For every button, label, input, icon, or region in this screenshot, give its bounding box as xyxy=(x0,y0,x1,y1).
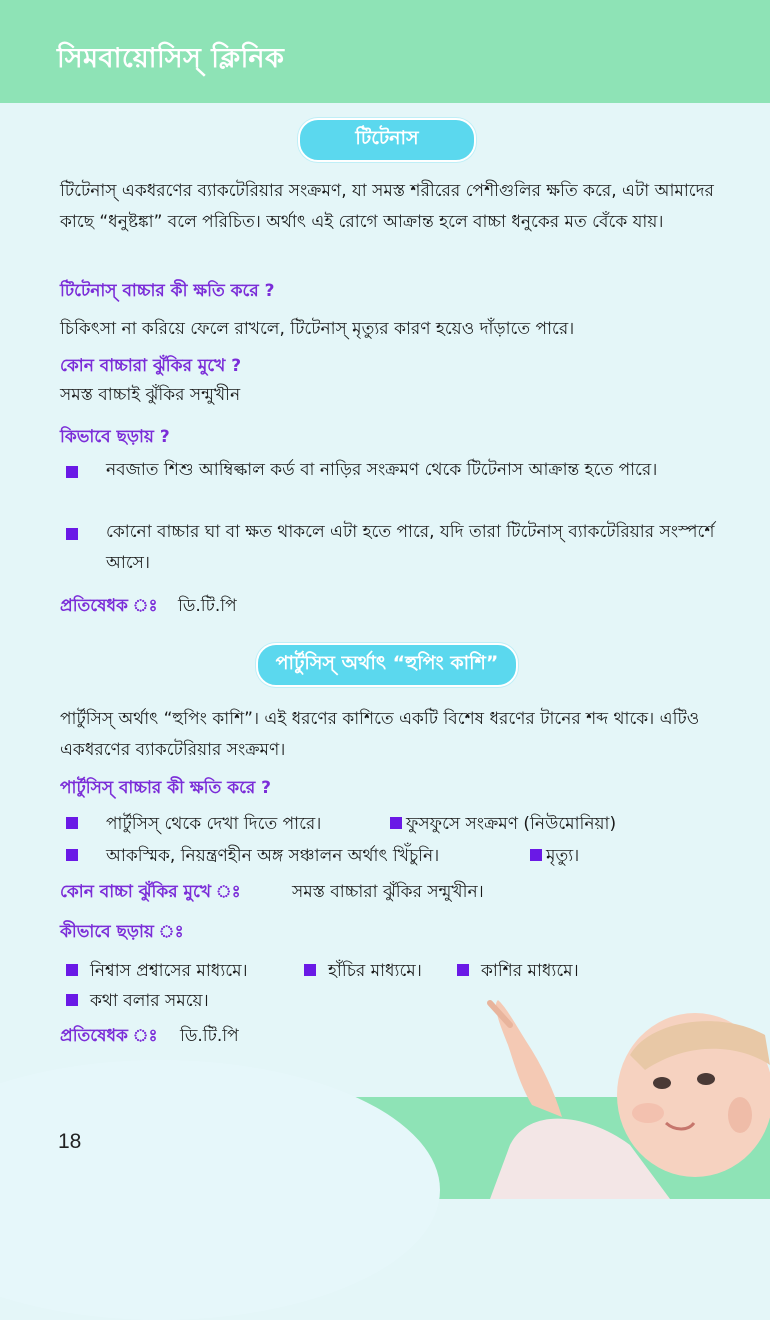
tetanus-vaccine-value: ডি.টি.পি xyxy=(178,596,237,616)
tetanus-risk-heading: কোন বাচ্চারা ঝুঁকির মুখে ? xyxy=(60,356,242,376)
bullet-square-icon xyxy=(530,849,542,861)
tetanus-spread-item-1: নবজাত শিশু আম্বিল্কাল কর্ড বা নাড়ির সংক্রমণ থেকে টিটেনাস আক্রান্ত হতে পারে। xyxy=(106,460,658,480)
pertussis-harm-heading: পার্টুসিস্‌ বাচ্চার কী ক্ষতি করে ? xyxy=(60,778,272,798)
pertussis-spread-4: কথা বলার সময়ে। xyxy=(90,991,209,1011)
pertussis-harm-3: আকস্মিক, নিয়ন্ত্রণহীন অঙ্গ সঞ্চালন অর্থাৎ খিঁচুনি। xyxy=(106,846,440,866)
pertussis-vaccine-value: ডি.টি.পি xyxy=(180,1026,239,1046)
pertussis-spread-heading: কীভাবে ছড়ায় ঃ xyxy=(60,922,184,942)
pertussis-intro: পার্টুসিস্‌ অর্থাৎ “হুপিং কাশি”। এই ধরণের কাশিতে একটি বিশেষ ধরণের টানের শব্দ থাকে। এটিও একধরণের ব্যাকটেরিয়ার সংক্রমণ। xyxy=(60,709,700,760)
pertussis-risk-text: সমস্ত বাচ্চারা ঝুঁকির সন্মুখীন। xyxy=(292,882,484,902)
pertussis-harm-2: ফুসফুসে সংক্রমণ (নিউমোনিয়া) xyxy=(406,814,617,834)
bullet-square-icon xyxy=(66,964,78,976)
baby-pointing-illustration xyxy=(470,995,770,1199)
bullet-square-icon xyxy=(457,964,469,976)
tetanus-vaccine-label: প্রতিষেধক ঃ xyxy=(60,596,158,616)
section-pill-pertussis: পার্টুসিস্‌ অর্থাৎ “হুপিং কাশি” xyxy=(256,643,518,687)
bullet-square-icon xyxy=(66,849,78,861)
tetanus-spread-item-2: কোনো বাচ্চার ঘা বা ক্ষত থাকলে এটা হতে পারে, যদি তারা টিটেনাস্‌ ব্যাকটেরিয়ার সংস্পর্শে আসে। xyxy=(106,522,715,573)
tetanus-risk-text: সমস্ত বাচ্চাই ঝুঁকির সন্মুখীন xyxy=(60,385,241,405)
page-header xyxy=(0,0,770,103)
bullet-square-icon xyxy=(66,528,78,540)
page-number: 18 xyxy=(58,1130,82,1153)
tetanus-spread-heading: কিভাবে ছড়ায় ? xyxy=(60,427,170,447)
bullet-square-icon xyxy=(304,964,316,976)
bullet-square-icon xyxy=(390,817,402,829)
pertussis-risk-label: কোন বাচ্চা ঝুঁকির মুখে ঃ xyxy=(60,882,241,902)
bullet-square-icon xyxy=(66,994,78,1006)
tetanus-intro: টিটেনাস্‌ একধরণের ব্যাকটেরিয়ার সংক্রমণ, যা সমস্ত শরীরের পেশীগুলির ক্ষতি করে, এটা আমাদের কাছে “ধনুষ্টঙ্কা” বলে পরিচিত। অর্থাৎ এই রোগে আক্রান্ত হলে বাচ্চা ধনুকের মত বেঁকে যায়। xyxy=(60,181,714,232)
bullet-square-icon xyxy=(66,466,78,478)
pertussis-harm-4: মৃত্যু। xyxy=(546,846,580,866)
tetanus-harm-text: চিকিৎসা না করিয়ে ফেলে রাখলে, টিটেনাস্‌ মৃত্যুর কারণ হয়েও দাঁড়াতে পারে। xyxy=(60,319,575,339)
pertussis-harm-1: পার্টুসিস্‌ থেকে দেখা দিতে পারে। xyxy=(106,814,322,834)
pertussis-spread-3: কাশির মাধ্যমে। xyxy=(481,961,579,981)
pertussis-spread-2: হাঁচির মাধ্যমে। xyxy=(328,961,422,981)
bullet-square-icon xyxy=(66,817,78,829)
section-pill-tetanus: টিটেনাস xyxy=(298,118,476,162)
tetanus-harm-heading: টিটেনাস্‌ বাচ্চার কী ক্ষতি করে ? xyxy=(60,281,275,301)
header-title: সিমবায়োসিস্‌ ক্লিনিক xyxy=(57,43,285,74)
pertussis-spread-1: নিশ্বাস প্রশ্বাসের মাধ্যমে। xyxy=(90,961,248,981)
pertussis-vaccine-label: প্রতিষেধক ঃ xyxy=(60,1026,158,1046)
